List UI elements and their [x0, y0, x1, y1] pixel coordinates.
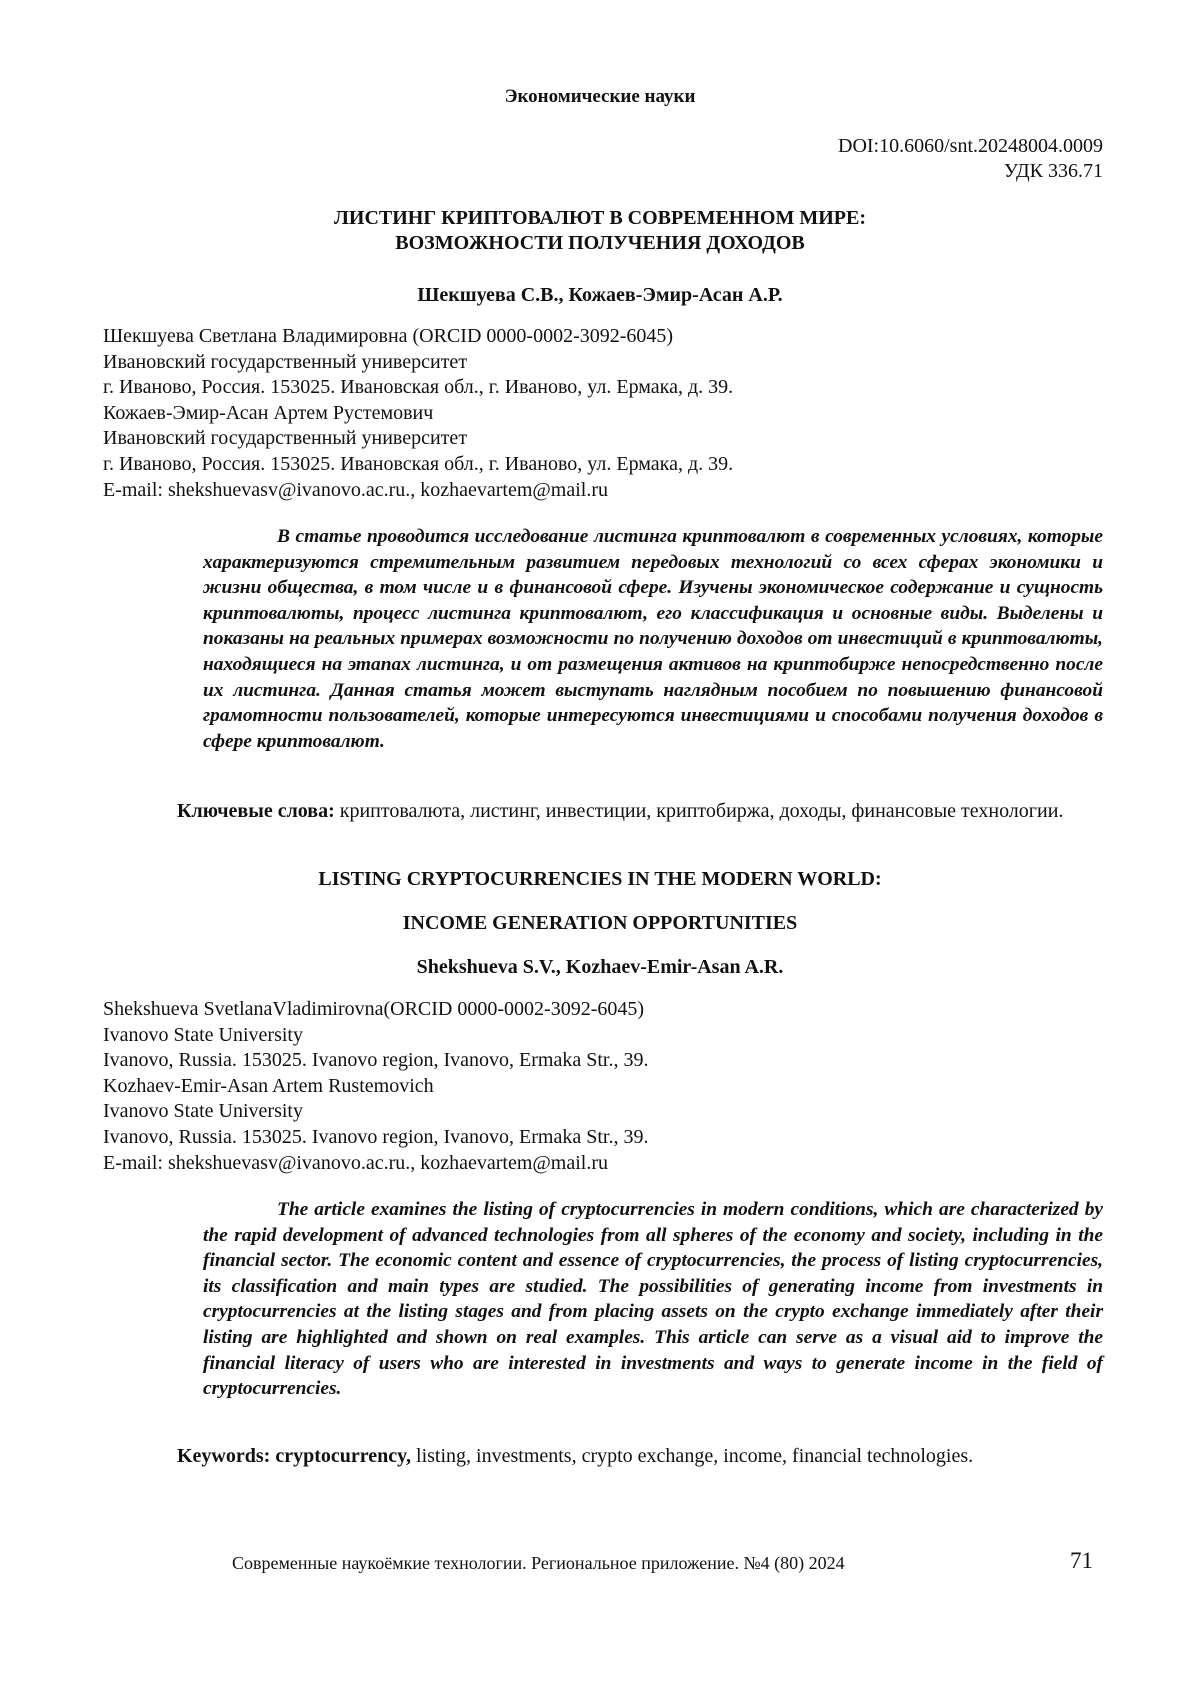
en-keywords-label: Keywords: cryptocurrency,	[177, 1445, 412, 1467]
en-title-line2: INCOME GENERATION OPPORTUNITIES	[402, 912, 798, 934]
ru-affiliations	[103, 324, 733, 503]
en-keywords-text: listing, investments, crypto exchange, income, financial technologies.	[416, 1445, 974, 1467]
en-title-line1: LISTING CRYPTOCURRENCIES IN THE MODERN WORLD:	[318, 868, 882, 890]
doi: DOI:10.6060/snt.20248004.0009	[838, 135, 1103, 157]
affiliation-line: Ивановский государственный университет	[103, 427, 468, 450]
affiliation-line: Shekshueva SvetlanaVladimirovna(ORCID 0000-0002-3092-6045)	[103, 998, 645, 1020]
affiliation-line: Ivanovo State University	[103, 1023, 303, 1046]
ru-abstract-text: В статье проводится исследование листинга криптовалют в современных условиях, которые характеризуются стремительным развитием передовых технологий со всех сферах экономики и жизни общества, в том числе и в финансовой сфере. Изучены экономическое содержание и сущность криптовалюты, процесс листинга криптовалют, его классификация и основные виды. Выделены и показаны на реальных примерах возможности по получению доходов от инвестиций в криптовалюты, находящиеся на этапах листинга, и от размещения активов на криптобирже непосредственно после их листинга. Данная статья может выступать наглядным пособием по повышению финансовой грамотности пользователей, которые интересуются инвестициями и способами получения доходов в сфере криптовалют.	[203, 526, 1103, 752]
en-abstract	[203, 1197, 1103, 1402]
affiliation-line: Кожаев-Эмир-Асан Артем Рустемович	[103, 401, 434, 424]
affiliation-line: Ivanovo, Russia. 153025. Ivanovo region, Ivanovo, Ermaka Str., 39.	[103, 1125, 649, 1148]
ru-abstract	[203, 524, 1103, 754]
ru-keywords-label: Ключевые слова:	[177, 800, 335, 822]
affiliation-line: E-mail: shekshuevasv@ivanovo.ac.ru., kozhaevartem@mail.ru	[103, 1151, 609, 1174]
ru-keywords	[103, 799, 1100, 825]
section-header: Экономические науки	[504, 86, 696, 107]
affiliation-line: Ivanovo, Russia. 153025. Ivanovo region, Ivanovo, Ermaka Str., 39.	[103, 1049, 649, 1072]
en-authors: Shekshueva S.V., Kozhaev-Emir-Asan A.R.	[416, 956, 784, 978]
page-number: 71	[1070, 1548, 1093, 1573]
udk: УДК 336.71	[1003, 160, 1103, 182]
affiliation-line: Шекшуева Светлана Владимировна (ORCID 0000-0002-3092-6045)	[103, 325, 674, 347]
ru-title-line2: ВОЗМОЖНОСТИ ПОЛУЧЕНИЯ ДОХОДОВ	[395, 232, 805, 254]
ru-keywords-text: криптовалюта, листинг, инвестиции, криптобиржа, доходы, финансовые технологии.	[339, 800, 1064, 822]
ru-title-line1: ЛИСТИНГ КРИПТОВАЛЮТ В СОВРЕМЕННОМ МИРЕ:	[334, 207, 866, 229]
en-abstract-text: The article examines the listing of cryptocurrencies in modern conditions, which are characterized by the rapid development of advanced technologies from all spheres of the economy and society, including in the financial sector. The economic content and essence of cryptocurrencies, the process of listing cryptocurrencies, its classification and main types are studied. The possibilities of generating income from investments in cryptocurrencies at the listing stages and from placing assets on the crypto exchange immediately after their listing are highlighted and shown on real examples. This article can serve as a visual aid to improve the financial literacy of users who are interested in investments and ways to generate income in the field of cryptocurrencies.	[203, 1199, 1103, 1400]
en-affiliations	[103, 997, 648, 1176]
identifiers	[838, 134, 1103, 184]
ru-title	[100, 206, 1100, 256]
en-keywords	[103, 1444, 1100, 1470]
affiliation-line: г. Иваново, Россия. 153025. Ивановская обл., г. Иваново, ул. Ермака, д. 39.	[103, 452, 734, 475]
affiliation-line: Ивановский государственный университет	[103, 350, 468, 373]
affiliation-line: Kozhaev-Emir-Asan Artem Rustemovich	[103, 1074, 434, 1097]
journal-name: Современные наукоёмкие технологии. Региональное приложение. №4 (80) 2024	[232, 1553, 845, 1573]
affiliation-line: Ivanovo State University	[103, 1100, 303, 1123]
ru-authors: Шекшуева С.В., Кожаев-Эмир-Асан А.Р.	[417, 284, 783, 306]
affiliation-line: E-mail: shekshuevasv@ivanovo.ac.ru., kozhaevartem@mail.ru	[103, 478, 609, 501]
affiliation-line: г. Иваново, Россия. 153025. Ивановская обл., г. Иваново, ул. Ермака, д. 39.	[103, 376, 734, 399]
